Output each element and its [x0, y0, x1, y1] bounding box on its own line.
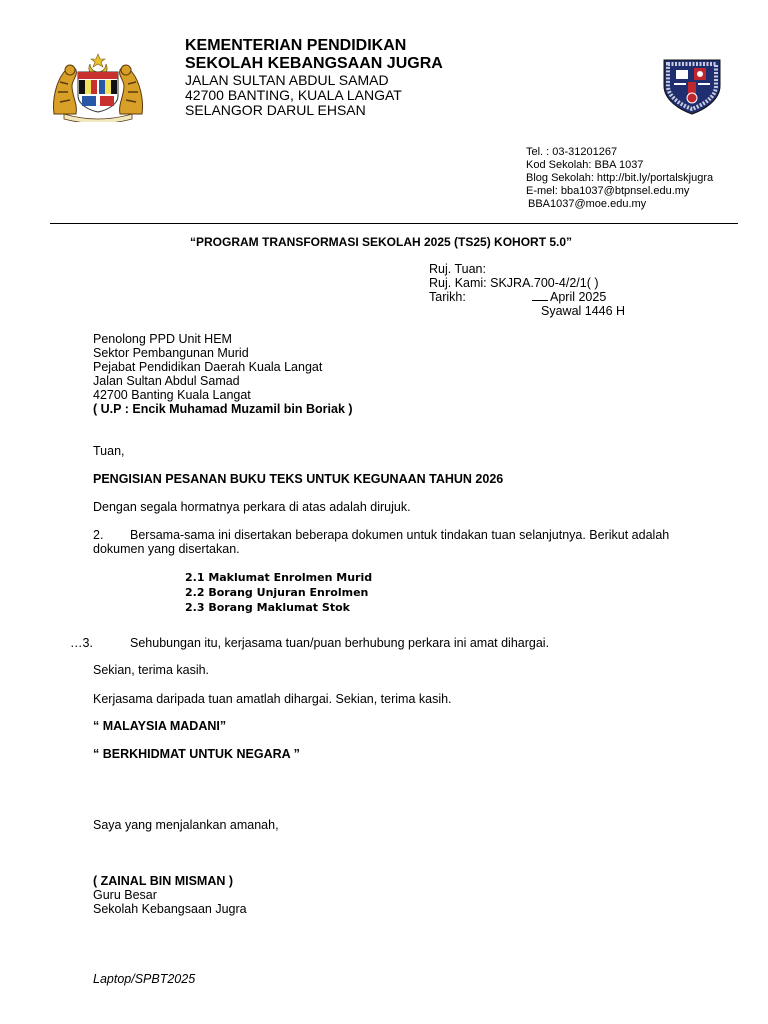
- closing-amanah: Saya yang menjalankan amanah,: [93, 818, 279, 832]
- ministry-name: KEMENTERIAN PENDIDIKAN: [185, 37, 407, 54]
- paragraph-2-line-1: Bersama-sama ini disertakan beberapa dokumen untuk tindakan tuan selanjutnya. Berikut adalah: [130, 528, 670, 542]
- recipient-line-4: Jalan Sultan Abdul Samad: [93, 374, 240, 388]
- paragraph-2-number: 2.: [93, 528, 104, 542]
- address-line-1: JALAN SULTAN ABDUL SAMAD: [185, 72, 389, 88]
- recipient-line-3: Pejabat Pendidikan Daerah Kuala Langat: [93, 360, 323, 374]
- program-title: “PROGRAM TRANSFORMASI SEKOLAH 2025 (TS25) KOHORT 5.0”: [190, 235, 573, 249]
- ref-tuan: Ruj. Tuan:: [429, 262, 486, 276]
- paragraph-1: Dengan segala hormatnya perkara di atas adalah dirujuk.: [93, 500, 411, 514]
- ref-kami: Ruj. Kami: SKJRA.700-4/2/1( ): [429, 276, 599, 290]
- contact-tel: Tel. : 03-31201267: [526, 146, 618, 158]
- recipient-line-2: Sektor Pembangunan Murid: [93, 346, 249, 360]
- contact-email-1: E-mel: bba1037@btpnsel.edu.my: [526, 185, 690, 197]
- paragraph-4: Sekian, terima kasih.: [93, 663, 210, 677]
- coat-of-arms-icon: [50, 52, 146, 122]
- salutation: Tuan,: [93, 444, 125, 458]
- signatory-school: Sekolah Kebangsaan Jugra: [93, 902, 247, 916]
- paragraph-3: Sehubungan itu, kerjasama tuan/puan berhubung perkara ini amat dihargai.: [130, 636, 550, 650]
- contact-email-2: BBA1037@moe.edu.my: [528, 198, 647, 210]
- slogan-malaysia-madani: “ MALAYSIA MADANI”: [93, 719, 227, 733]
- list-item: 2.2 Borang Unjuran Enrolmen: [185, 586, 369, 599]
- date-blank: [532, 290, 548, 301]
- recipient-line-5: 42700 Banting Kuala Langat: [93, 388, 251, 402]
- ref-tarikh-value: [532, 290, 606, 304]
- list-item: 2.1 Maklumat Enrolmen Murid: [185, 571, 373, 584]
- signatory-name: ( ZAINAL BIN MISMAN ): [93, 874, 234, 888]
- slogan-berkhidmat: “ BERKHIDMAT UNTUK NEGARA ”: [93, 747, 300, 761]
- paragraph-3-number: …3.: [70, 636, 93, 650]
- ref-hijri-date: Syawal 1446 H: [541, 304, 626, 318]
- ref-tarikh-month: April 2025: [550, 290, 607, 304]
- letter-subject: PENGISIAN PESANAN BUKU TEKS UNTUK KEGUNAAN TAHUN 2026: [93, 472, 504, 486]
- recipient-line-1: Penolong PPD Unit HEM: [93, 332, 232, 346]
- list-item: 2.3 Borang Maklumat Stok: [185, 601, 350, 614]
- recipient-attention: ( U.P : Encik Muhamad Muzamil bin Boriak ): [93, 402, 353, 416]
- header-divider: [50, 223, 738, 224]
- signatory-title: Guru Besar: [93, 888, 157, 902]
- school-name: SEKOLAH KEBANGSAAN JUGRA: [185, 55, 443, 72]
- contact-blog: Blog Sekolah: http://bit.ly/portalskjugra: [526, 172, 714, 184]
- footer-reference: Laptop/SPBT2025: [93, 972, 196, 986]
- contact-school-code: Kod Sekolah: BBA 1037: [526, 159, 644, 171]
- paragraph-5: Kerjasama daripada tuan amatlah dihargai. Sekian, terima kasih.: [93, 692, 452, 706]
- paragraph-2-line-2: dokumen yang disertakan.: [93, 542, 240, 556]
- school-logo-icon: [658, 50, 726, 116]
- address-line-3: SELANGOR DARUL EHSAN: [185, 102, 366, 118]
- ref-tarikh-label: Tarikh:: [429, 290, 466, 304]
- address-line-2: 42700 BANTING, KUALA LANGAT: [185, 87, 402, 103]
